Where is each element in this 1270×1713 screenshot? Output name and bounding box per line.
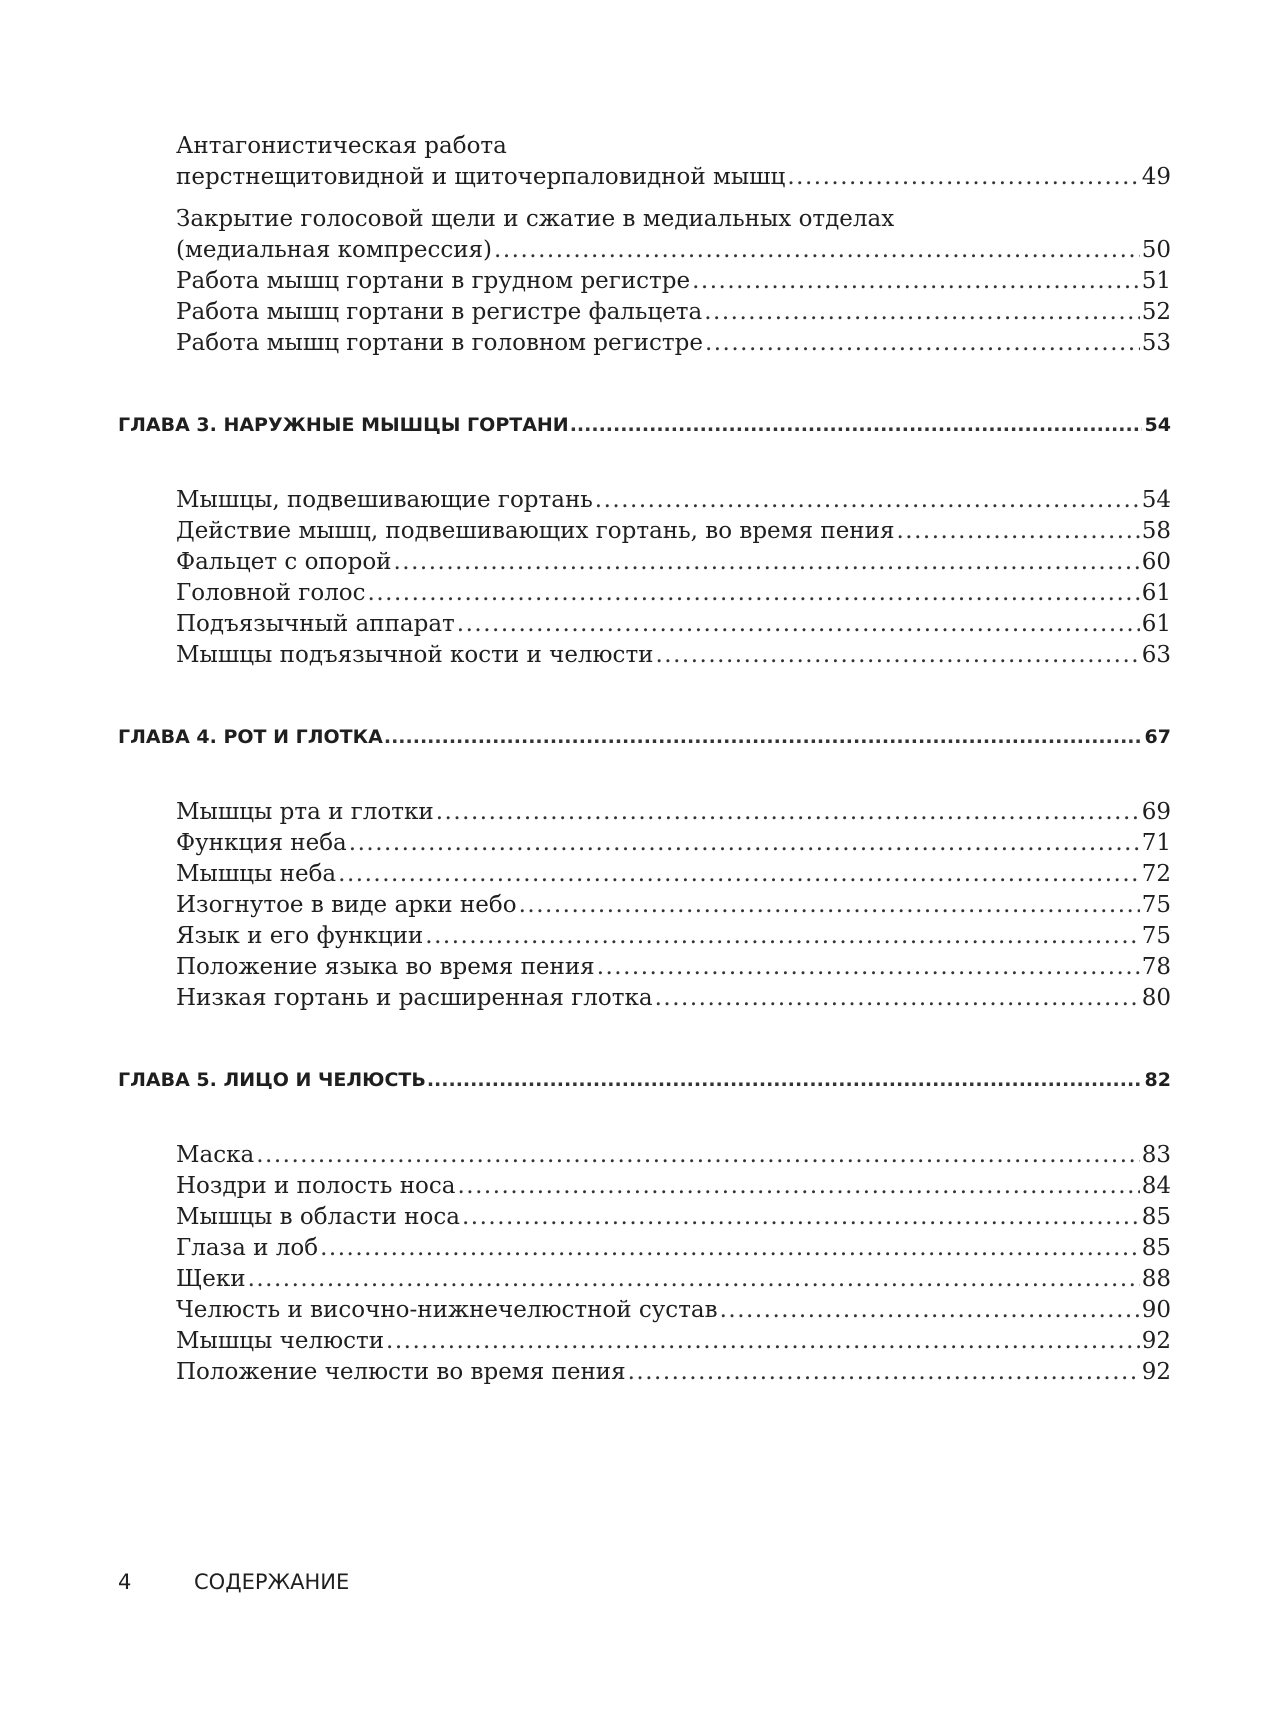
page-number: 61 bbox=[1141, 611, 1171, 637]
toc-entry-title: Работа мышц гортани в головном регистре bbox=[176, 330, 703, 356]
page-number: 75 bbox=[1141, 923, 1171, 949]
toc-entry bbox=[176, 1140, 1171, 1171]
toc-entry bbox=[176, 921, 1171, 952]
page-number: 78 bbox=[1141, 954, 1171, 980]
page-footer bbox=[118, 1568, 349, 1596]
page-number: 85 bbox=[1141, 1204, 1171, 1230]
running-title: СОДЕРЖАНИЕ bbox=[194, 1570, 350, 1594]
toc-entry-title: Язык и его функции bbox=[176, 923, 424, 949]
toc-entry bbox=[176, 131, 1171, 193]
dot-leader bbox=[320, 1233, 1140, 1264]
toc-entry-title: Работа мышц гортани в регистре фальцета bbox=[176, 299, 703, 325]
page-number: 71 bbox=[1141, 830, 1171, 856]
toc-entry bbox=[176, 578, 1171, 609]
page-number: 51 bbox=[1141, 268, 1171, 294]
dot-leader bbox=[386, 1326, 1140, 1357]
toc-entry-title: Положение языка во время пения bbox=[176, 954, 595, 980]
page-number: 72 bbox=[1141, 861, 1171, 887]
toc-entry-title: Мышцы в области носа bbox=[176, 1204, 460, 1230]
chapter-heading bbox=[118, 411, 1171, 439]
dot-leader bbox=[494, 235, 1140, 266]
dot-leader bbox=[595, 485, 1140, 516]
dot-leader bbox=[628, 1357, 1140, 1388]
dot-leader bbox=[597, 952, 1140, 983]
toc-entry-title: Челюсть и височно-нижнечелюстной сустав bbox=[176, 1297, 718, 1323]
dot-leader bbox=[896, 516, 1139, 547]
toc-entry bbox=[176, 1326, 1171, 1357]
toc-entry-title: Подъязычный аппарат bbox=[176, 611, 455, 637]
toc-entry bbox=[176, 1264, 1171, 1295]
chapter-title: ГЛАВА 3. НАРУЖНЫЕ МЫШЦЫ ГОРТАНИ bbox=[118, 414, 569, 436]
toc-entry-title: Головной голос bbox=[176, 580, 366, 606]
toc-entry bbox=[176, 952, 1171, 983]
chapter-title: ГЛАВА 4. РОТ И ГЛОТКА bbox=[118, 726, 383, 748]
page-number: 54 bbox=[1144, 414, 1171, 436]
page-number: 85 bbox=[1141, 1235, 1171, 1261]
page-number: 92 bbox=[1141, 1328, 1171, 1354]
toc-entry bbox=[176, 297, 1171, 328]
toc-entry-title: Работа мышц гортани в грудном регистре bbox=[176, 268, 691, 294]
toc-entry bbox=[176, 1295, 1171, 1326]
page-number: 75 bbox=[1141, 892, 1171, 918]
page-number: 83 bbox=[1141, 1142, 1171, 1168]
toc-entry bbox=[176, 983, 1171, 1014]
toc-entry bbox=[176, 828, 1171, 859]
toc-entry bbox=[176, 640, 1171, 671]
page-number: 50 bbox=[1141, 237, 1171, 263]
dot-leader bbox=[704, 297, 1139, 328]
toc-entry bbox=[176, 328, 1171, 359]
toc-entry bbox=[176, 1202, 1171, 1233]
dot-leader bbox=[692, 266, 1140, 297]
dot-leader bbox=[457, 1171, 1139, 1202]
page-number: 53 bbox=[1141, 330, 1171, 356]
toc-entry bbox=[176, 1171, 1171, 1202]
dot-leader bbox=[425, 921, 1139, 952]
chapter-title: ГЛАВА 5. ЛИЦО И ЧЕЛЮСТЬ bbox=[118, 1069, 426, 1091]
page-number: 54 bbox=[1141, 487, 1171, 513]
toc-entry bbox=[176, 547, 1171, 578]
dot-leader bbox=[384, 723, 1142, 751]
page-number: 90 bbox=[1141, 1297, 1171, 1323]
dot-leader bbox=[787, 162, 1139, 193]
toc-entry-title: Функция неба bbox=[176, 830, 347, 856]
toc-entry bbox=[176, 859, 1171, 890]
dot-leader bbox=[394, 547, 1140, 578]
toc-entry-title: Щеки bbox=[176, 1266, 246, 1292]
dot-leader bbox=[349, 828, 1140, 859]
toc-entry-title: Мышцы подъязычной кости и челюсти bbox=[176, 642, 654, 668]
toc-entry-title: Низкая гортань и расширенная глотка bbox=[176, 985, 653, 1011]
toc-entry bbox=[176, 204, 1171, 266]
dot-leader bbox=[256, 1140, 1139, 1171]
dot-leader bbox=[462, 1202, 1140, 1233]
toc-entry-title-line: (медиальная компрессия) bbox=[176, 237, 493, 263]
dot-leader bbox=[457, 609, 1140, 640]
toc-entry bbox=[176, 609, 1171, 640]
dot-leader bbox=[570, 411, 1142, 439]
toc-entry-title: Мышцы, подвешивающие гортань bbox=[176, 487, 593, 513]
page-number: 60 bbox=[1141, 549, 1171, 575]
dot-leader bbox=[248, 1264, 1140, 1295]
toc-entry-title: Действие мышц, подвешивающих гортань, во время пения bbox=[176, 518, 895, 544]
toc-entry-title: Мышцы неба bbox=[176, 861, 337, 887]
page-number: 84 bbox=[1141, 1173, 1171, 1199]
dot-leader bbox=[705, 328, 1140, 359]
page-number: 80 bbox=[1141, 985, 1171, 1011]
dot-leader bbox=[436, 797, 1140, 828]
toc-entry-title: Ноздри и полость носа bbox=[176, 1173, 456, 1199]
toc-entry-title: Изогнутое в виде арки небо bbox=[176, 892, 517, 918]
toc-entry bbox=[176, 1233, 1171, 1264]
dot-leader bbox=[519, 890, 1140, 921]
toc-entry bbox=[176, 797, 1171, 828]
toc-entry-title-line: Антагонистическая работа bbox=[176, 133, 507, 159]
dot-leader bbox=[720, 1295, 1140, 1326]
page-number: 52 bbox=[1141, 299, 1171, 325]
footer-page-number: 4 bbox=[118, 1570, 132, 1594]
page-number: 49 bbox=[1141, 164, 1171, 190]
dot-leader bbox=[338, 859, 1140, 890]
page-number: 88 bbox=[1141, 1266, 1171, 1292]
page-number: 82 bbox=[1144, 1069, 1171, 1091]
toc-entry-title: Мышцы рта и глотки bbox=[176, 799, 434, 825]
toc-entry bbox=[176, 516, 1171, 547]
toc-entry bbox=[176, 266, 1171, 297]
chapter-heading bbox=[118, 723, 1171, 751]
dot-leader bbox=[655, 983, 1140, 1014]
toc-entry bbox=[176, 1357, 1171, 1388]
dot-leader bbox=[656, 640, 1140, 671]
page-number: 92 bbox=[1141, 1359, 1171, 1385]
toc-entry-title: Глаза и лоб bbox=[176, 1235, 319, 1261]
toc-entry-title-line: перстнещитовидной и щиточерпаловидной мышц bbox=[176, 164, 786, 190]
dot-leader bbox=[427, 1066, 1142, 1094]
page-number: 63 bbox=[1141, 642, 1171, 668]
page-number: 58 bbox=[1141, 518, 1171, 544]
chapter-heading bbox=[118, 1066, 1171, 1094]
toc-entry-title: Положение челюсти во время пения bbox=[176, 1359, 626, 1385]
dot-leader bbox=[368, 578, 1140, 609]
toc-entry-title-line: Закрытие голосовой щели и сжатие в медиальных отделах bbox=[176, 206, 895, 232]
page-number: 61 bbox=[1141, 580, 1171, 606]
toc-entry bbox=[176, 485, 1171, 516]
toc-entry-title: Мышцы челюсти bbox=[176, 1328, 385, 1354]
page-number: 69 bbox=[1141, 799, 1171, 825]
page-number: 67 bbox=[1144, 726, 1171, 748]
toc-entry bbox=[176, 890, 1171, 921]
toc-entry-title: Маска bbox=[176, 1142, 255, 1168]
toc-entry-title: Фальцет с опорой bbox=[176, 549, 392, 575]
